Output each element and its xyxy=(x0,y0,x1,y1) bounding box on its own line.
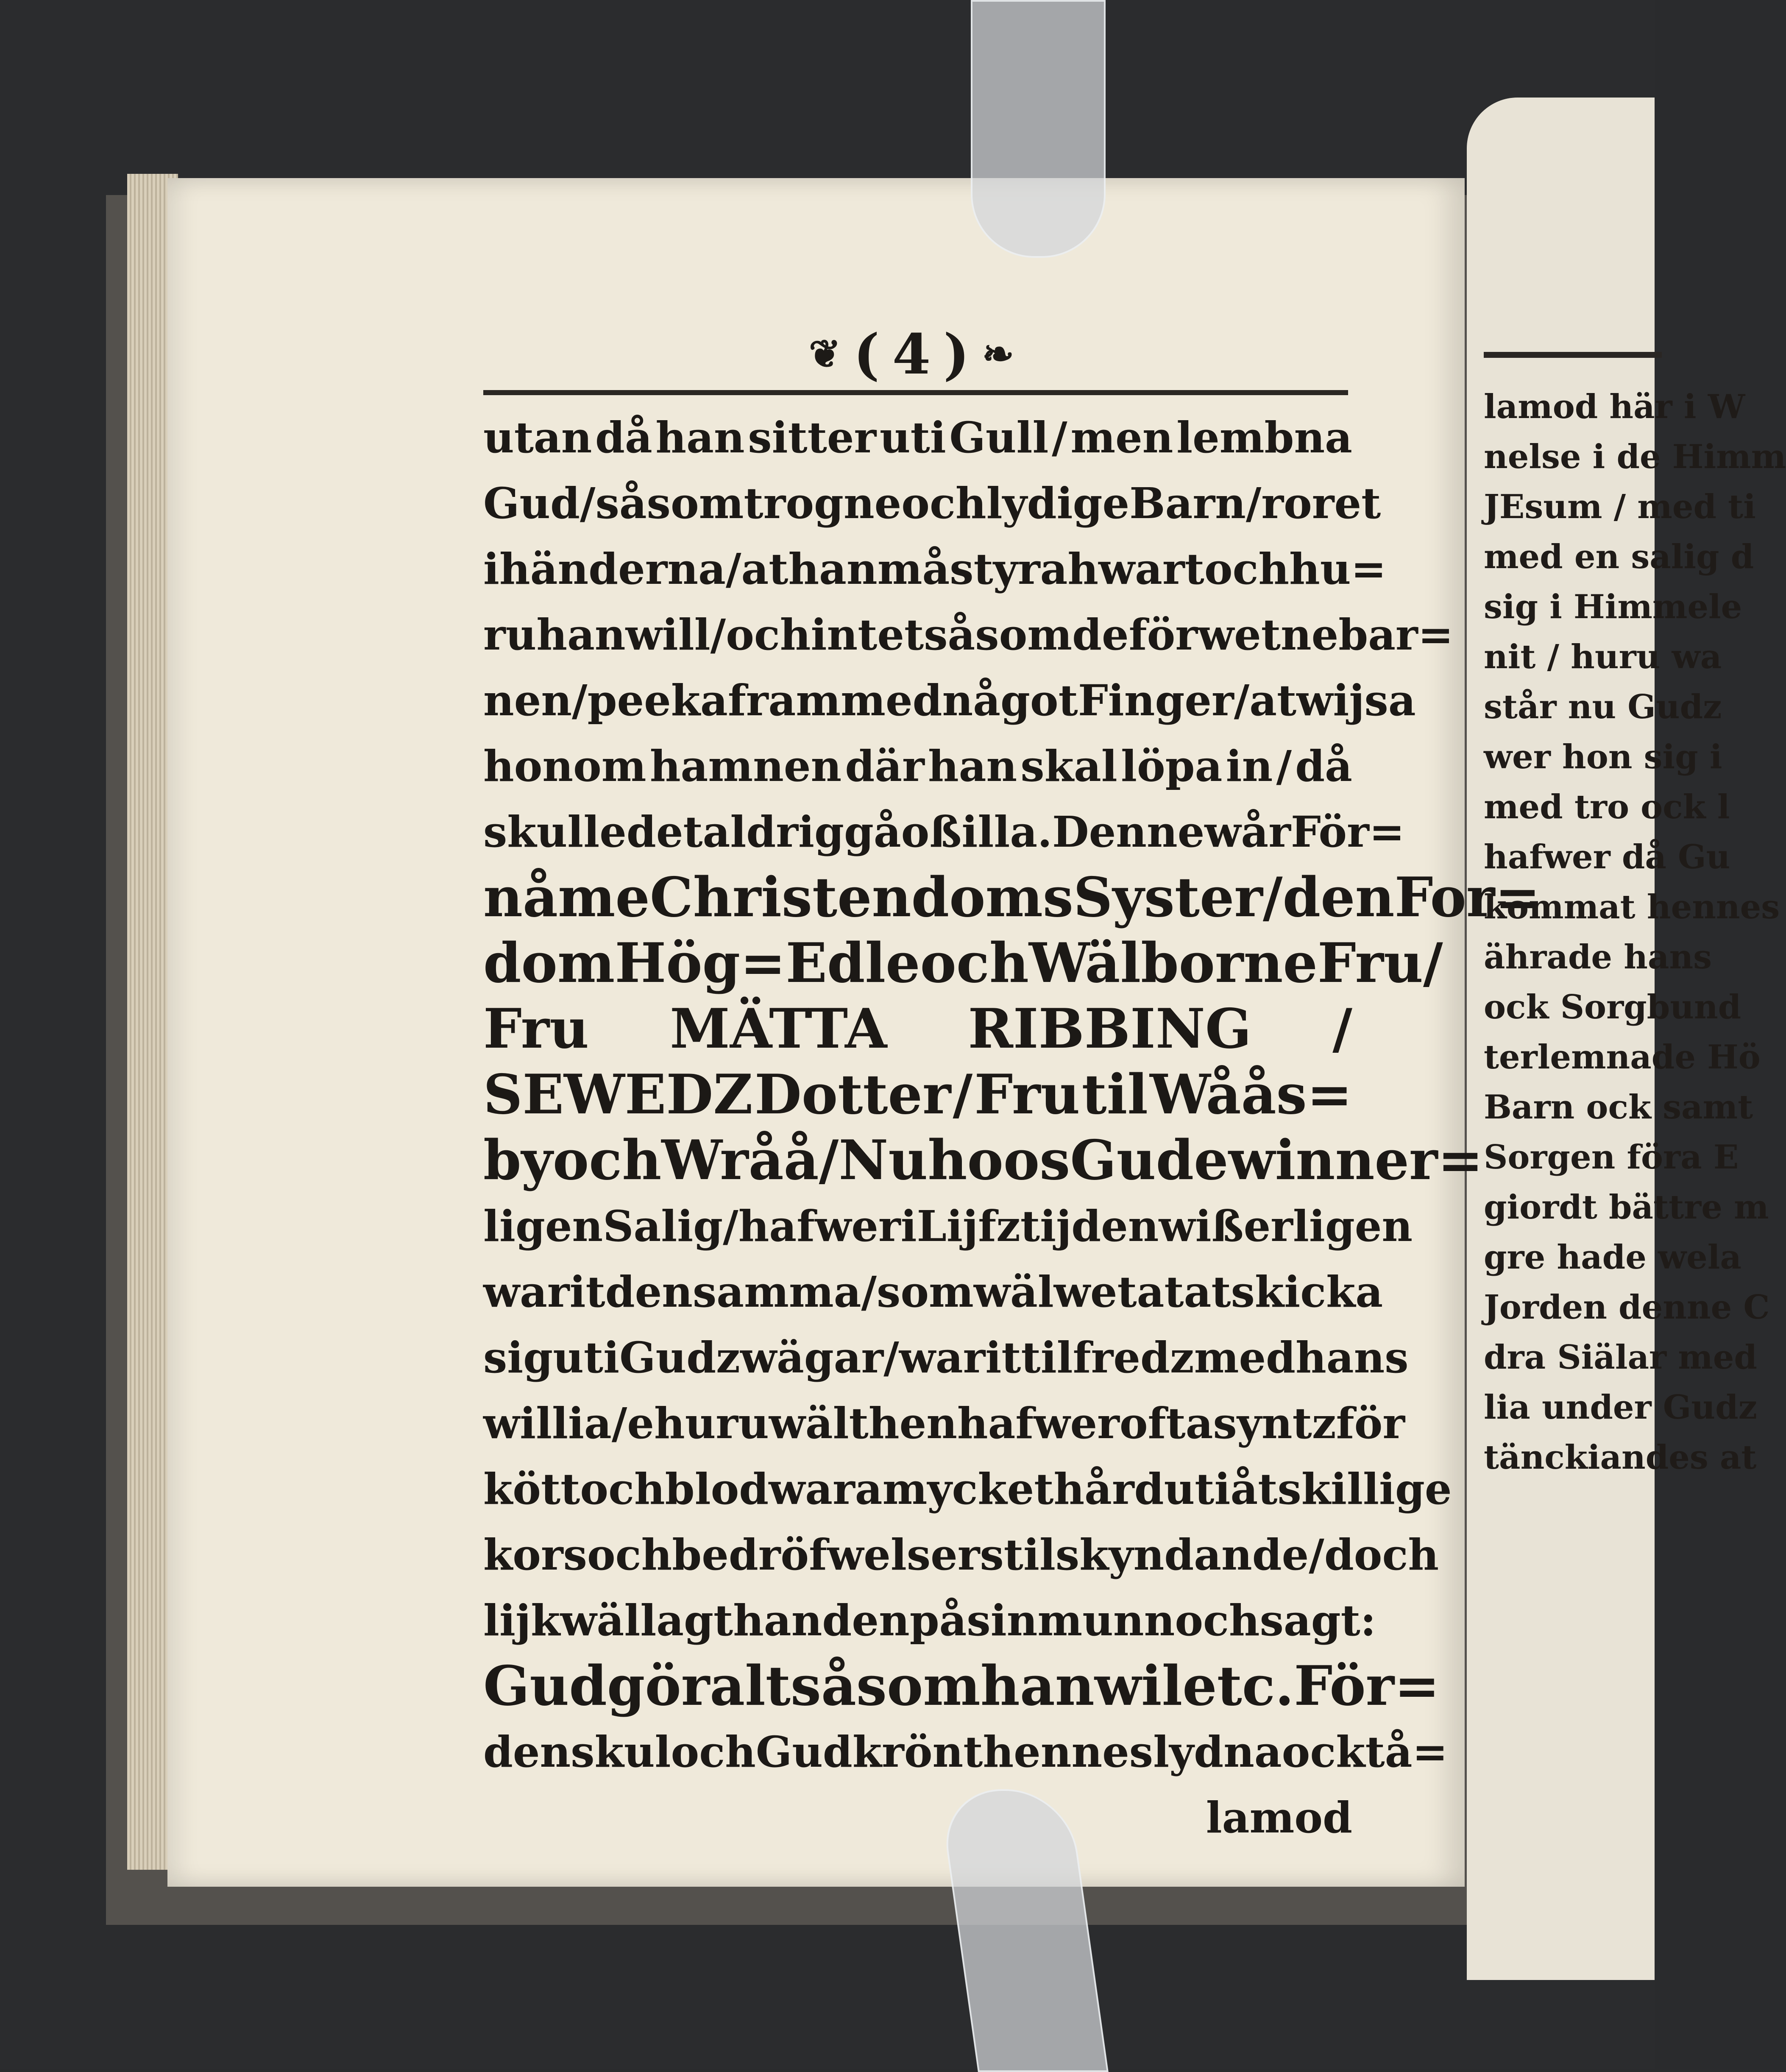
word: ligen xyxy=(483,1201,603,1251)
word: / xyxy=(953,1063,973,1127)
word: ehuruwäl xyxy=(627,1398,849,1448)
facing-text-line: Jorden denne C xyxy=(1484,1288,1770,1327)
word: Fru xyxy=(483,997,589,1061)
word: hoos xyxy=(928,1129,1070,1192)
page-clip-top xyxy=(971,0,1106,258)
word: nen xyxy=(483,675,572,725)
word: skal xyxy=(1020,741,1117,791)
word: och xyxy=(587,1530,672,1580)
word: hafwer xyxy=(957,1398,1120,1448)
word: Fru xyxy=(974,1063,1080,1127)
facing-text-line: wer hon sig i xyxy=(1484,738,1722,776)
word: kors xyxy=(483,1530,587,1580)
word: de xyxy=(1072,610,1129,660)
word: Christendoms xyxy=(649,866,1073,929)
word: och xyxy=(552,1129,662,1192)
word: tilskyndande xyxy=(1003,1530,1309,1580)
word: det xyxy=(626,807,703,857)
word: dom xyxy=(483,931,615,995)
word: skicka xyxy=(1231,1267,1383,1317)
word: tilfredz xyxy=(1021,1333,1194,1383)
word: / xyxy=(1234,675,1250,725)
word: wetat xyxy=(1053,1267,1184,1317)
facing-text-line: med en salig d xyxy=(1484,538,1754,576)
text-line xyxy=(483,1522,1439,1588)
word: hård xyxy=(1053,1464,1164,1514)
text-line xyxy=(483,733,1352,799)
facing-text-line: nit / huru wa xyxy=(1484,638,1722,676)
word: / xyxy=(725,544,741,594)
word: lijkwäl xyxy=(483,1595,641,1645)
word: gör xyxy=(607,1654,710,1718)
word: warit xyxy=(899,1333,1021,1383)
facing-text-line: Barn ock samt xyxy=(1484,1088,1753,1127)
word: och xyxy=(901,478,986,528)
word: then xyxy=(849,1398,957,1448)
word: ru xyxy=(483,610,537,660)
word: han xyxy=(788,544,878,594)
word: / xyxy=(1309,1530,1324,1580)
page-number xyxy=(784,322,1039,386)
word: syntz xyxy=(1213,1398,1336,1448)
word: sig xyxy=(483,1333,553,1383)
facing-text-line: tänckiandes at xyxy=(1484,1438,1757,1477)
word: Wälborne xyxy=(1028,931,1318,995)
facing-text-line: står nu Gudz xyxy=(1484,688,1722,726)
word: peeka xyxy=(587,675,728,725)
word: Edle xyxy=(786,931,920,995)
word: han xyxy=(980,1654,1095,1718)
word: at xyxy=(1184,1267,1231,1317)
word: Gud xyxy=(483,478,580,528)
word: lydna xyxy=(1153,1727,1282,1777)
word: wägar xyxy=(740,1333,884,1383)
word: förwetne xyxy=(1128,610,1339,660)
word: / xyxy=(723,1201,738,1251)
word: då xyxy=(595,413,652,463)
word: Wåås= xyxy=(1150,1063,1352,1127)
word: / xyxy=(580,478,596,528)
word: / xyxy=(819,1129,839,1192)
word: at xyxy=(1249,675,1297,725)
word: / xyxy=(1423,931,1443,995)
word: Gud xyxy=(483,1654,607,1718)
word: i xyxy=(900,1201,917,1251)
word: will xyxy=(625,610,710,660)
word: alt xyxy=(710,1654,791,1718)
word: och xyxy=(671,1727,756,1777)
word: händerna xyxy=(499,544,726,594)
facing-text-line: kommat hennes xyxy=(1484,888,1780,926)
word: kött xyxy=(483,1464,580,1514)
word: etc. xyxy=(1182,1654,1294,1718)
word: / xyxy=(1262,866,1283,929)
text-line xyxy=(483,1588,1376,1654)
word: och xyxy=(1204,544,1290,594)
word: sin xyxy=(967,1595,1038,1645)
word: wara xyxy=(769,1464,883,1514)
word: SEWEDZ xyxy=(483,1063,753,1127)
text-line xyxy=(483,668,1416,733)
word: styra xyxy=(950,544,1068,594)
word: oß xyxy=(901,807,962,857)
word: Salig xyxy=(603,1201,723,1251)
word: och xyxy=(920,931,1029,995)
word: willia xyxy=(483,1398,612,1448)
word: / xyxy=(710,610,726,660)
word: ewinner= xyxy=(1194,1129,1483,1192)
word: såsom xyxy=(595,478,744,528)
word: med xyxy=(1194,1333,1296,1383)
word: den xyxy=(605,1267,693,1317)
word: för xyxy=(1336,1398,1405,1448)
word: denskul xyxy=(483,1727,671,1777)
text-line xyxy=(483,1259,1383,1325)
word: / xyxy=(861,1267,877,1317)
word: uti xyxy=(879,413,946,463)
word: / xyxy=(1052,413,1067,463)
word: Gud xyxy=(1070,1129,1194,1192)
text-line xyxy=(483,1391,1405,1456)
text-line xyxy=(483,1325,1409,1391)
facing-text-line: lia under Gudz xyxy=(1484,1388,1757,1427)
word: Lijfztijden xyxy=(917,1201,1159,1251)
word: bar= xyxy=(1338,610,1454,660)
facing-text-line: Sorgen föra E xyxy=(1484,1138,1739,1177)
word: / xyxy=(611,1398,627,1448)
folio-right-bracket: ) xyxy=(943,321,970,387)
word: samma xyxy=(693,1267,861,1317)
text-line xyxy=(483,799,1405,865)
word: wil xyxy=(1094,1654,1183,1718)
word: sagt: xyxy=(1259,1595,1376,1645)
word: Gull xyxy=(949,413,1049,463)
header-rule xyxy=(483,390,1348,395)
word: ofta xyxy=(1119,1398,1213,1448)
word: han xyxy=(928,741,1017,791)
word: på xyxy=(909,1595,967,1645)
facing-text-line: med tro ock l xyxy=(1484,788,1730,826)
body-text xyxy=(483,405,1541,1851)
word: intet xyxy=(811,610,924,660)
word: fram xyxy=(727,675,841,725)
text-line xyxy=(483,1719,1448,1785)
facing-text-line: gre hade wela xyxy=(1484,1238,1741,1277)
facing-text-line: ock Sorgbund xyxy=(1484,988,1741,1026)
text-line xyxy=(483,1194,1413,1259)
word: at xyxy=(741,544,789,594)
word: lydige xyxy=(986,478,1130,528)
word: krönt xyxy=(852,1727,983,1777)
word: wijsa xyxy=(1296,675,1416,725)
word: Finger xyxy=(1078,675,1234,725)
word: hamnen xyxy=(649,741,842,791)
word: ock xyxy=(1282,1727,1365,1777)
facing-text-line: lamod här i W xyxy=(1484,388,1745,426)
text-line xyxy=(483,602,1454,668)
word: blod xyxy=(665,1464,769,1514)
word: hafwer xyxy=(738,1201,901,1251)
word: / xyxy=(572,675,588,725)
word: För= xyxy=(1294,1654,1440,1718)
word: hu= xyxy=(1289,544,1387,594)
word: gå xyxy=(844,807,901,857)
text-line xyxy=(483,931,1443,996)
word: tå= xyxy=(1365,1727,1448,1777)
word: uti xyxy=(1164,1464,1231,1514)
text-line xyxy=(483,1456,1452,1522)
word: Denne xyxy=(1052,807,1205,857)
word: illa. xyxy=(961,807,1052,857)
word: lembna xyxy=(1176,413,1352,463)
catchword: lamod xyxy=(1206,1793,1352,1843)
word: hans xyxy=(1296,1333,1409,1383)
facing-text-line: giordt bättre m xyxy=(1484,1188,1769,1227)
word: / xyxy=(1276,741,1292,791)
word: wäl xyxy=(973,1267,1054,1317)
word: För= xyxy=(1290,807,1405,857)
word: wißerligen xyxy=(1159,1201,1413,1251)
word: trogne xyxy=(744,478,902,528)
folio-number: 4 xyxy=(892,321,931,387)
facing-page-rule xyxy=(1484,352,1662,358)
word: = xyxy=(740,931,786,995)
word: och xyxy=(580,1464,665,1514)
facing-text-line: sig i Himmele xyxy=(1484,588,1742,626)
left-ornament-icon: ❦ xyxy=(808,332,841,376)
text-line xyxy=(483,996,1352,1062)
text-line xyxy=(483,405,1352,471)
text-line xyxy=(483,1128,1483,1194)
word: men xyxy=(1070,413,1173,463)
word: Nu xyxy=(839,1129,928,1192)
word: Hög xyxy=(615,931,741,995)
word: Syster xyxy=(1073,866,1263,929)
text-line xyxy=(483,471,1381,536)
word: roret xyxy=(1261,478,1381,528)
word: hwart xyxy=(1067,544,1204,594)
word: mycket xyxy=(882,1464,1054,1514)
word: Wråå xyxy=(661,1129,819,1192)
word: den xyxy=(1282,866,1395,929)
word: Fru xyxy=(1317,931,1423,995)
word: handen xyxy=(733,1595,910,1645)
word: utan xyxy=(483,413,592,463)
folio-left-bracket: ( xyxy=(853,321,880,387)
word: och xyxy=(1175,1595,1260,1645)
facing-page xyxy=(1467,98,1786,1980)
word: warit xyxy=(483,1267,605,1317)
word: må xyxy=(877,544,950,594)
word: / xyxy=(1332,997,1352,1061)
text-line xyxy=(483,536,1387,602)
facing-text-line: hafwer då Gu xyxy=(1484,838,1730,876)
word: Gudz xyxy=(619,1333,740,1383)
word: Barn xyxy=(1129,478,1246,528)
word: hennes xyxy=(983,1727,1154,1777)
word: / xyxy=(1245,478,1262,528)
word: han xyxy=(655,413,745,463)
word: han xyxy=(536,610,626,660)
word: For= xyxy=(1394,866,1541,929)
word: skulle xyxy=(483,807,627,857)
facing-text-line: ährade hans xyxy=(1484,938,1712,976)
word: doch xyxy=(1324,1530,1439,1580)
word: aldrig xyxy=(702,807,844,857)
word: Dotter xyxy=(754,1063,951,1127)
word: bedröfwelsers xyxy=(672,1530,1004,1580)
word: och xyxy=(726,610,811,660)
word: något xyxy=(942,675,1078,725)
word: då xyxy=(1295,741,1352,791)
word: munn xyxy=(1037,1595,1175,1645)
word: RIBBING xyxy=(968,997,1252,1061)
word: in xyxy=(1226,741,1273,791)
facing-text-line: JEsum / med ti xyxy=(1484,488,1756,526)
text-line xyxy=(483,1654,1440,1719)
right-ornament-icon: ❧ xyxy=(982,332,1014,376)
word: wår xyxy=(1204,807,1291,857)
facing-text-line: terlemnade Hö xyxy=(1484,1038,1761,1076)
word: lagt xyxy=(640,1595,733,1645)
word: MÄTTA xyxy=(670,997,887,1061)
word: sitter xyxy=(748,413,877,463)
facing-text-line: dra Siälar med xyxy=(1484,1338,1757,1377)
word: såsom xyxy=(924,610,1073,660)
word: med xyxy=(841,675,942,725)
word: i xyxy=(483,544,499,594)
word: åtskillige xyxy=(1230,1464,1452,1514)
word: til xyxy=(1081,1063,1148,1127)
word: såsom xyxy=(790,1654,981,1718)
word: uti xyxy=(553,1333,620,1383)
word: Gud xyxy=(755,1727,853,1777)
word: honom xyxy=(483,741,646,791)
word: där xyxy=(845,741,925,791)
word: / xyxy=(883,1333,899,1383)
word: som xyxy=(877,1267,974,1317)
word: löpa xyxy=(1120,741,1223,791)
text-line xyxy=(483,865,1541,931)
word: by xyxy=(483,1129,553,1192)
text-line xyxy=(483,1062,1352,1128)
facing-text-line: nelse i de Himm xyxy=(1484,438,1786,476)
word: nåme xyxy=(483,866,650,929)
